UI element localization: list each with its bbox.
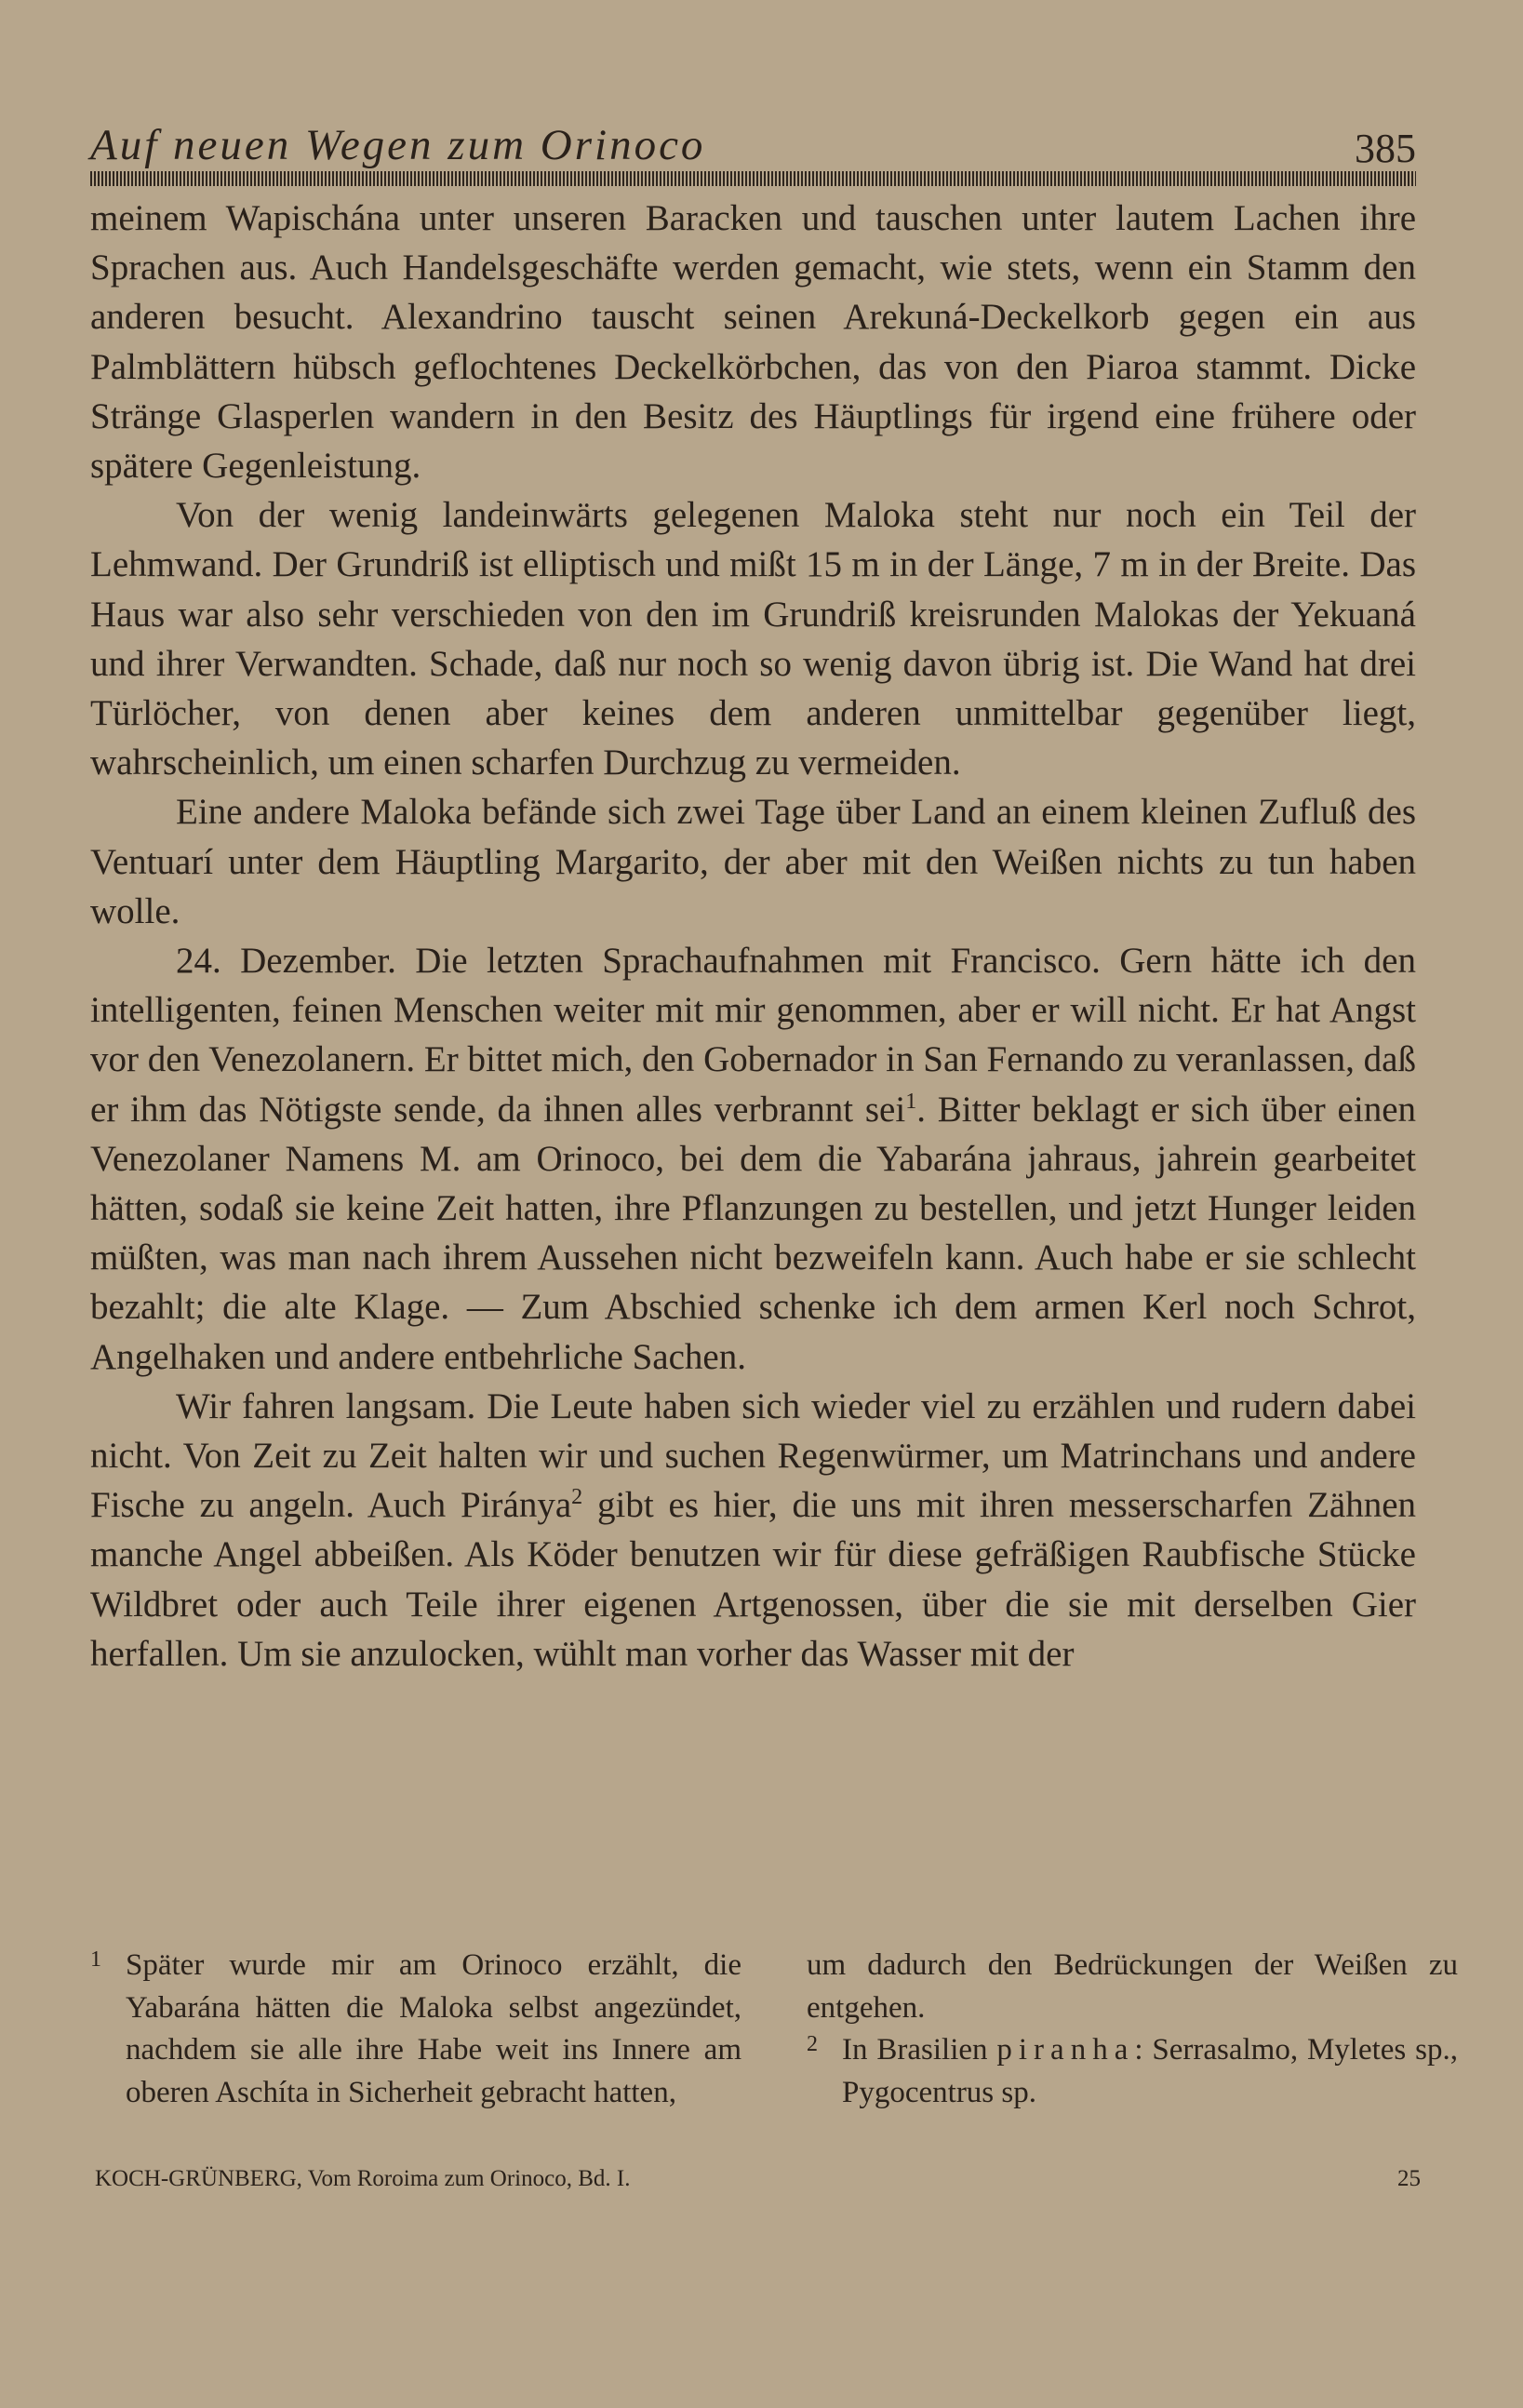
footnote-1-continuation: um dadurch den Bedrückungen der Weißen zu entgehen. <box>807 1948 1458 2025</box>
body-text <box>90 194 1416 1679</box>
paragraph-4-text-b: . Bitter beklagt er sich über einen Venezolaner Namens M. am Orinoco, bei dem die Yabarána jahraus, jahrein gearbeitet hätten, sodaß sie keine Zeit hatten, ihre Pflanzungen zu bestellen, und jetzt Hunger leiden müßten, was man nach ihrem Aussehen nicht bezweifeln kann. Auch habe er sie schlecht bezahlt; die alte Klage. — Zum Abschied schenke ich dem armen Kerl noch Schrot, Angelhaken und andere entbehrliche Sachen. <box>90 1089 1417 1377</box>
running-title: Auf neuen Wegen zum Orinoco <box>90 121 706 169</box>
signature-line <box>95 2161 1421 2198</box>
signature-author-title: KOCH-GRÜNBERG, Vom Roroima zum Orinoco, Bd. I. <box>95 2166 631 2191</box>
page-header <box>90 119 1416 171</box>
header-rule <box>90 171 1416 186</box>
footnote-column-left <box>90 1945 741 2114</box>
paragraph-4-text-a: 24. Dezember. Die letzten Sprachaufnahmen mit Francisco. Gern hätte ich den intelligenten, feinen Menschen weiter mit mir genommen, aber er will nicht. Er hat Angst vor den Venezolanern. Er bittet mich, den Gobernador in San Fernando zu veranlassen, daß er ihm das Nötigste sende, da ihnen alles verbrannt sei <box>90 941 1416 1130</box>
paragraph-5 <box>90 1382 1416 1679</box>
footnote-ref-2: 2 <box>571 1485 583 1510</box>
paragraph-1-text: meinem Wapischána unter unseren Baracken und tauschen unter lautem Lachen ihre Sprachen aus. Auch Handelsgeschäfte werden gemacht, wie stets, wenn ein Stamm den anderen besucht. Alexandrino tauscht seinen Arekuná-Deckelkorb gegen ein aus Palmblättern hübsch geflochtenes Deckelkörbchen, das von den Piaroa stammt. Dicke Stränge Glasperlen wandern in den Besitz des Häuptlings für irgend eine frühere oder spätere Gegenleistung. <box>90 198 1416 487</box>
footnote-1-marker: 1 <box>90 1947 101 1972</box>
footnote-1 <box>90 1945 741 2114</box>
paragraph-1 <box>90 194 1416 490</box>
paragraph-3-text: Eine andere Maloka befände sich zwei Tage über Land an einem kleinen Zufluß des Ventuarí unter dem Häuptling Margarito, der aber mit den Weißen nichts zu tun haben wolle. <box>90 792 1416 931</box>
footnote-2-text-after: : Serrasalmo, Myletes sp., Pygocentrus sp. <box>842 2033 1458 2109</box>
paragraph-5-text-b: gibt es hier, die uns mit ihren messerscharfen Zähnen manche Angel abbeißen. Als Köder benutzen wir für diese gefräßigen Raubfische Stücke Wildbret oder auch Teile ihrer eigenen Artgenossen, über die sie mit derselben Gier herfallen. Um sie anzulocken, wühlt man vorher das Wasser mit der <box>90 1485 1417 1674</box>
footnote-2-text-before: In Brasilien <box>842 2033 997 2067</box>
footnote-2 <box>807 2029 1458 2114</box>
paragraph-2-text: Von der wenig landeinwärts gelegenen Maloka steht nur noch ein Teil der Lehmwand. Der Grundriß ist elliptisch und mißt 15 m in der Länge, 7 m in der Breite. Das Haus war also sehr verschieden von den im Grundriß kreisrunden Malokas der Yekuaná und ihrer Verwandten. Schade, daß nur noch so wenig davon übrig ist. Die Wand hat drei Türlöcher, von denen aber keines dem anderen unmittelbar gegenüber liegt, wahrscheinlich, um einen scharfen Durchzug zu vermeiden. <box>90 495 1416 783</box>
paragraph-3 <box>90 787 1416 936</box>
signature-sheet-number: 25 <box>1397 2166 1421 2191</box>
paragraph-5-text-a: Wir fahren langsam. Die Leute haben sich wieder viel zu erzählen und rudern dabei nicht. Von Zeit zu Zeit halten wir und suchen Regenwürmer, um Matrinchans und andere Fische zu angeln. Auch Piránya <box>90 1385 1416 1526</box>
footnote-column-right <box>807 1945 1458 2114</box>
footnote-2-term: piranha <box>996 2033 1135 2067</box>
footnote-ref-1: 1 <box>905 1089 917 1114</box>
footnote-2-marker: 2 <box>807 2032 818 2056</box>
footnote-1-text: Später wurde mir am Orinoco erzählt, die Yabarána hätten die Maloka selbst angezündet, nachdem sie alle ihre Habe weit ins Innere am oberen Aschíta in Sicherheit gebracht hatten, <box>126 1948 741 2109</box>
paragraph-2 <box>90 490 1416 787</box>
paragraph-4 <box>90 936 1416 1382</box>
page-number: 385 <box>1355 126 1416 171</box>
